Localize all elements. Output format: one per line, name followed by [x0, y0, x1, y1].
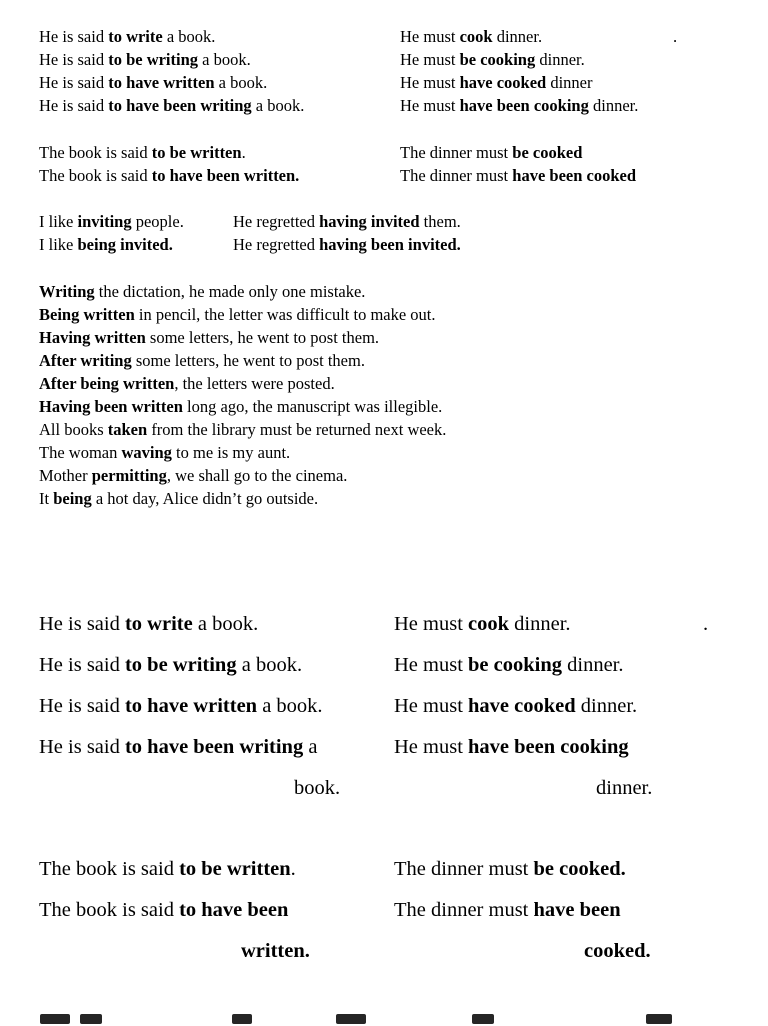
list-item: Writing the dictation, he made only one mistake. [39, 282, 366, 301]
list-item: The woman waving to me is my aunt. [39, 443, 291, 462]
list-item: Being written in pencil, the letter was difficult to make out. [39, 305, 436, 324]
sentence-line: He is said to write a book. [39, 613, 259, 635]
sentence-line: He must have been cooking dinner. [400, 96, 639, 115]
sentence-line: He must have been cooking [394, 736, 629, 758]
sentence-line: He must be cooking dinner. [400, 50, 585, 69]
sentence-line: He must cook dinner. [400, 27, 543, 46]
stray-period: . [703, 613, 709, 635]
list-item: Having been written long ago, the manuscript was illegible. [39, 397, 443, 416]
list-item: Having written some letters, he went to post them. [39, 328, 380, 347]
sentence-line: I like inviting people. [39, 212, 184, 231]
sentence-line: The book is said to be written. [39, 858, 296, 880]
sentence-line: The book is said to have been [39, 899, 289, 921]
list-item: After writing some letters, he went to post them. [39, 351, 365, 370]
sentence-line: The dinner must have been [394, 899, 621, 921]
sentence-line: He is said to be writing a book. [39, 50, 251, 69]
sentence-line: The dinner must be cooked [400, 143, 583, 162]
sentence-line: The dinner must be cooked. [394, 858, 626, 880]
stray-period: . [673, 27, 678, 46]
sentence-line: He must have cooked dinner. [394, 695, 638, 717]
sentence-line: He must be cooking dinner. [394, 654, 624, 676]
list-item: It being a hot day, Alice didn’t go outside. [39, 489, 319, 508]
sentence-line: He must have cooked dinner [400, 73, 593, 92]
sentence-line: He is said to have been writing a book. [39, 96, 305, 115]
list-item: After being written, the letters were posted. [39, 374, 335, 393]
wrapped-word: book. [294, 777, 341, 799]
sentence-line: He must cook dinner. [394, 613, 571, 635]
sentence-line: The dinner must have been cooked [400, 166, 637, 185]
sentence-line: He is said to write a book. [39, 27, 216, 46]
wrapped-word: cooked. [584, 940, 651, 962]
sentence-line: He is said to have written a book. [39, 73, 268, 92]
sentence-line: He is said to have been writing a [39, 736, 318, 758]
cut-off-text-line [36, 1014, 726, 1026]
wrapped-word: dinner. [596, 777, 653, 799]
sentence-line: I like being invited. [39, 235, 173, 254]
sentence-line: He regretted having been invited. [233, 235, 461, 254]
sentence-line: He regretted having invited them. [233, 212, 461, 231]
wrapped-word: written. [241, 940, 310, 962]
sentence-line: The book is said to be written. [39, 143, 246, 162]
list-item: Mother permitting, we shall go to the cinema. [39, 466, 348, 485]
sentence-line: He is said to be writing a book. [39, 654, 303, 676]
sentence-line: He is said to have written a book. [39, 695, 323, 717]
sentence-line: The book is said to have been written. [39, 166, 300, 185]
list-item: All books taken from the library must be returned next week. [39, 420, 447, 439]
